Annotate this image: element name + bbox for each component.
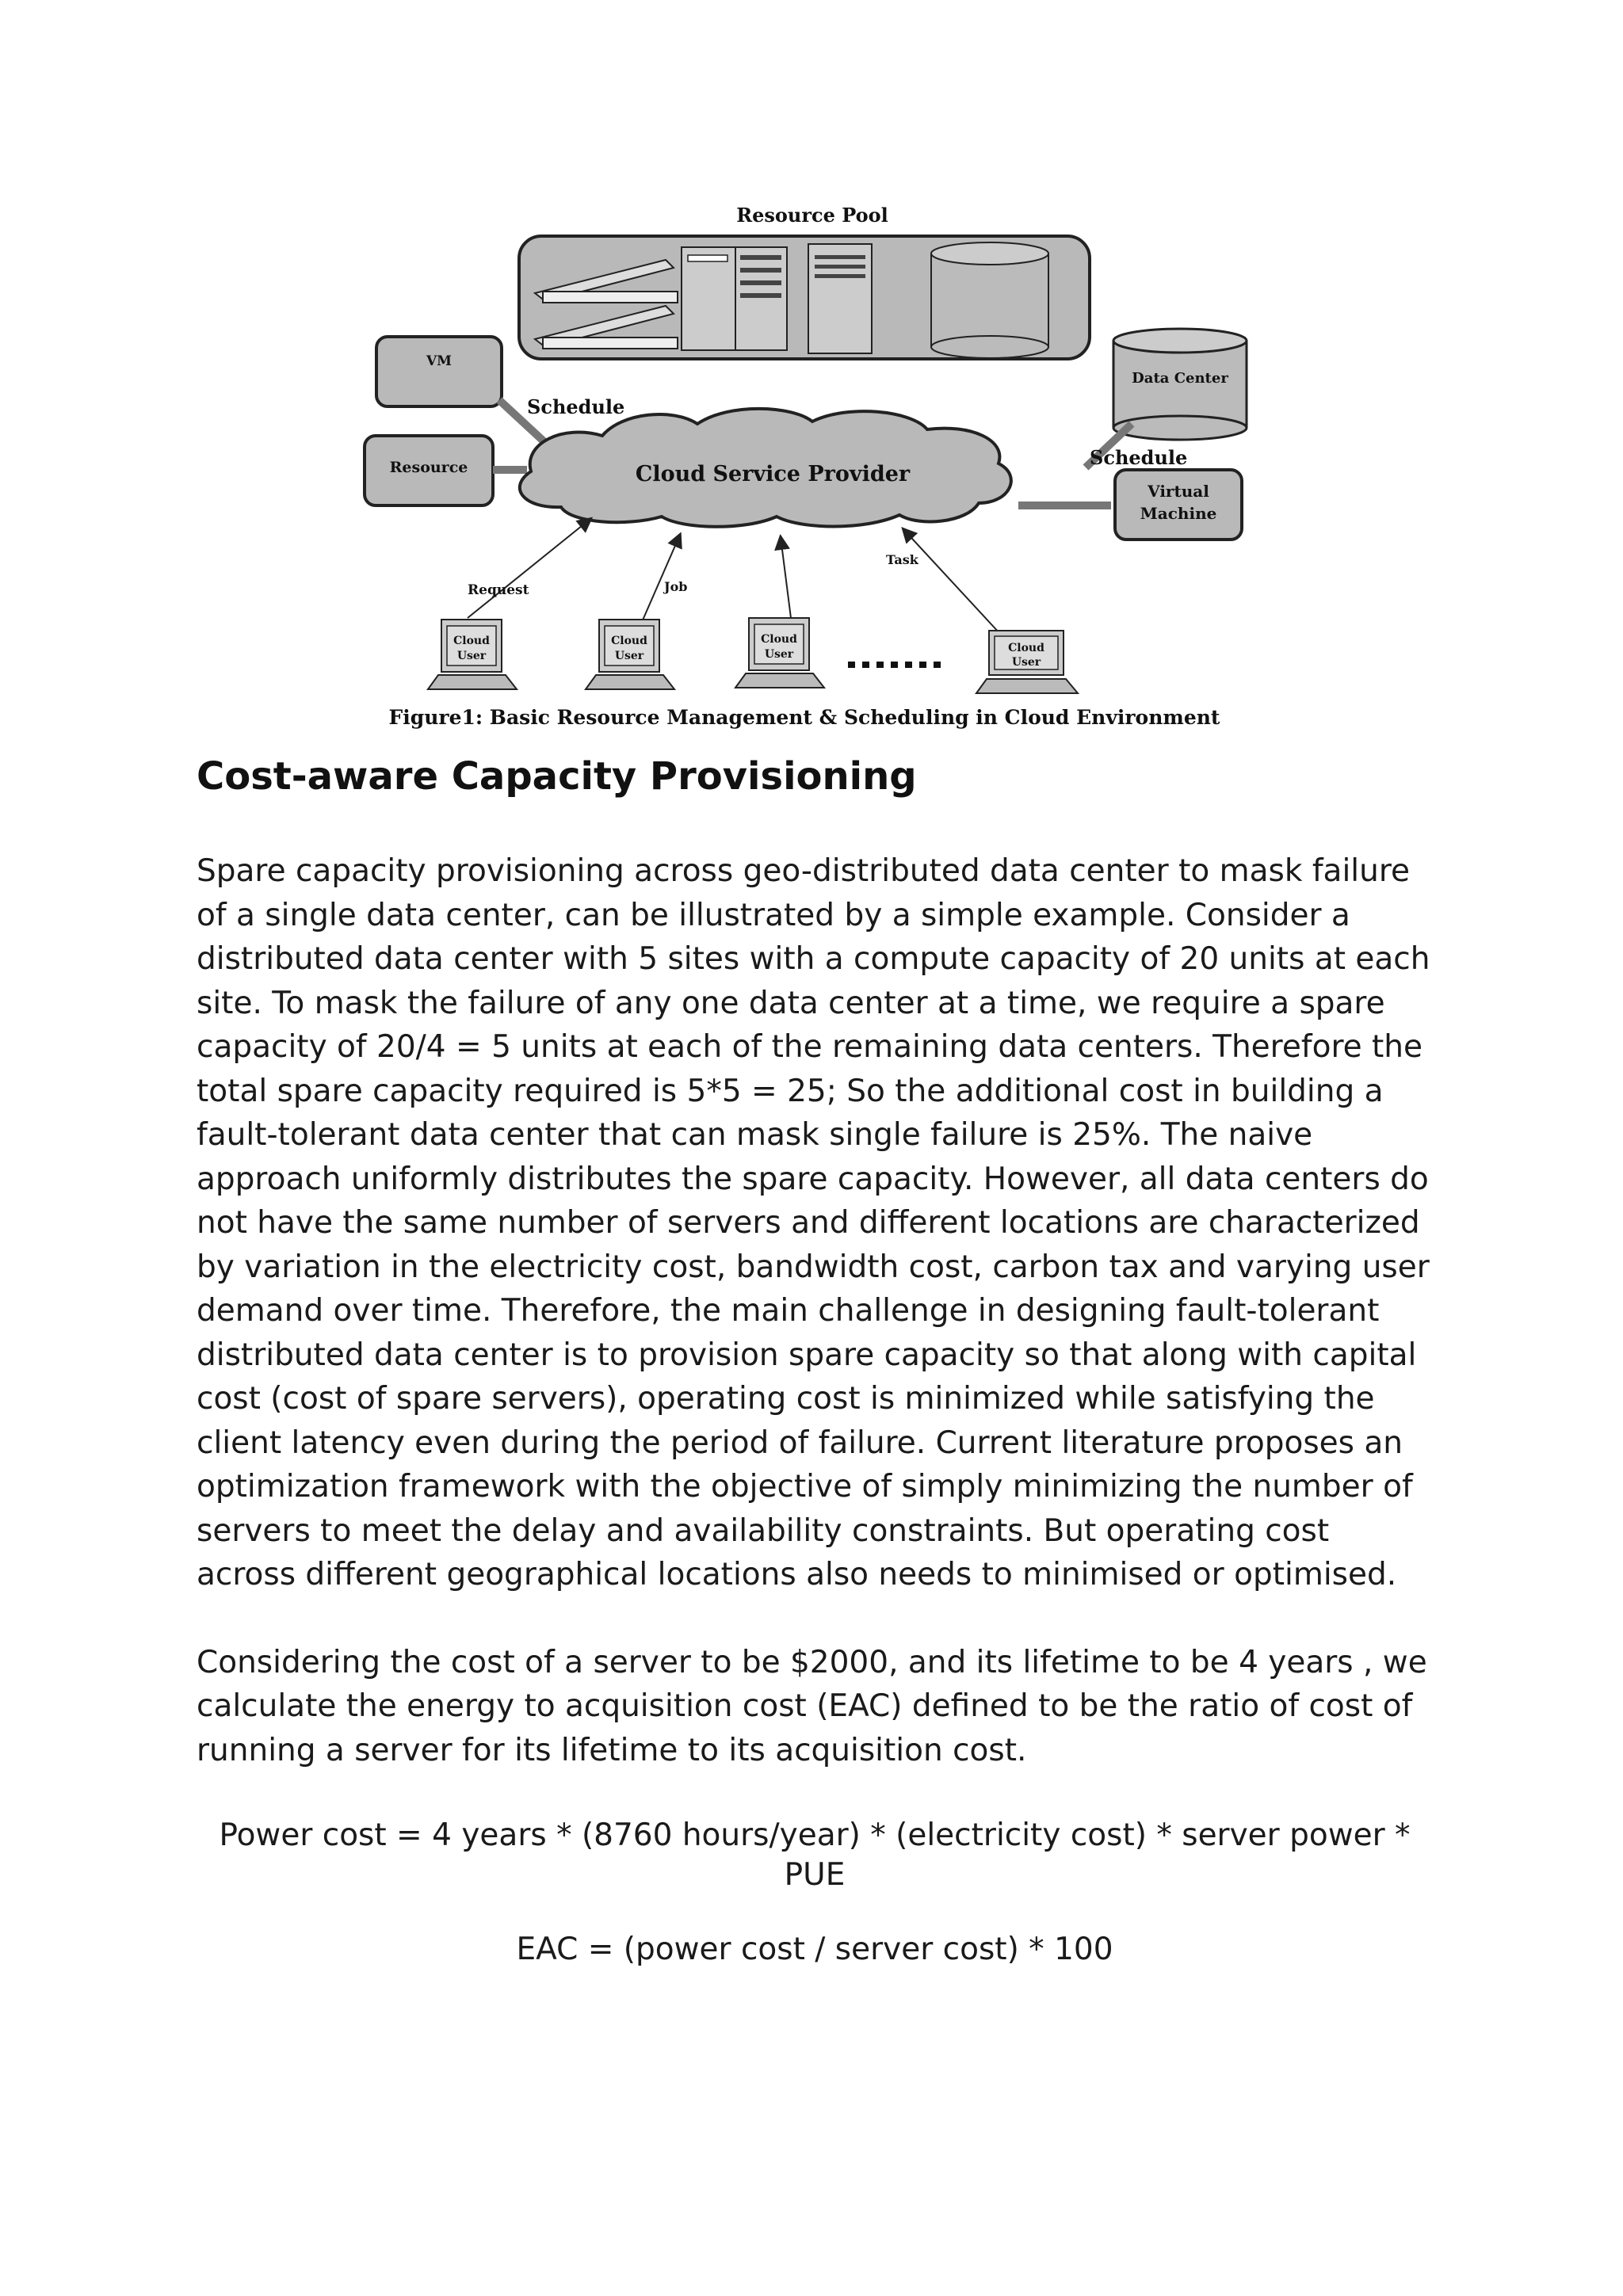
- job-label: Job: [664, 579, 688, 594]
- job-arrow: [642, 535, 680, 622]
- server-tower-icon: [808, 244, 872, 353]
- cloud-user-laptop-icon: [586, 620, 674, 689]
- svg-text:User: User: [1011, 656, 1041, 669]
- task-label: Task: [886, 552, 918, 567]
- svg-text:Cloud: Cloud: [761, 633, 797, 646]
- cloud-user-laptop-icon: [735, 618, 824, 688]
- resource-label: Resource: [389, 459, 468, 476]
- document-body: [197, 751, 1433, 1970]
- task-arrow: [903, 529, 1000, 634]
- schedule-left-label: Schedule: [527, 395, 625, 418]
- power-cost-formula: Power cost = 4 years * (8760 hours/year) * (electricity cost) * server power * PUE: [219, 1817, 1411, 1893]
- svg-text:Cloud: Cloud: [611, 635, 647, 647]
- figure-caption: Figure1: Basic Resource Management & Scheduling in Cloud Environment: [388, 706, 1220, 729]
- cloud-user-laptop-icon: [428, 620, 517, 689]
- schedule-right-label: Schedule: [1090, 446, 1188, 469]
- body-paragraph-1: Spare capacity provisioning across geo-distributed data center to mask failure of a single data center, can be illustrated by a simple example. Consider a distributed data center with 5 sites with a compute capacity of 20 units at each site. To mask the failure of any one data center at a time, we require a spare capacity of 20/4 = 5 units at each of the remaining data centers. Therefore the total spare capacity required is 5*5 = 25; So the additional cost in building a fault-tolerant data center that can mask single failure is 25%. The naive approach uniformly distributes the spare capacity. However, all data centers do not have the same number of servers and different locations are characterized by variation in the electricity cost, bandwidth cost, carbon tax and varying user demand over time. Therefore, the main challenge in designing fault-tolerant distributed data center is to provision spare capacity so that along with capital cost (cost of spare servers), operating cost is minimized while satisfying the client latency even during the period of failure. Current literature proposes an optimization framework with the objective of simply minimizing the number of servers to meet the delay and availability constraints. But operating cost across different geographical locations also needs to minimised or optimised.: [197, 853, 1430, 1592]
- ellipsis-dots: [848, 662, 941, 668]
- section-heading: Cost-aware Capacity Provisioning: [197, 754, 917, 799]
- machine-label: Machine: [1140, 504, 1217, 523]
- svg-text:Cloud: Cloud: [1008, 642, 1044, 654]
- virtual-label: Virtual: [1148, 482, 1209, 501]
- svg-text:User: User: [456, 650, 487, 662]
- eac-formula: EAC = (power cost / server cost) * 100: [516, 1932, 1113, 1967]
- vm-label: VM: [426, 353, 453, 369]
- resource-pool-label: Resource Pool: [736, 204, 888, 227]
- user-arrow: [781, 537, 791, 618]
- body-paragraph-2: Considering the cost of a server to be $2000, and its lifetime to be 4 years , we calculate the energy to acquisition cost (EAC) defined to be the ratio of cost of running a server for its lifetime to its acquisition cost.: [197, 1644, 1427, 1768]
- request-label: Request: [468, 582, 529, 598]
- storage-cylinder-icon: [931, 242, 1048, 358]
- resource-management-figure: [349, 198, 1260, 737]
- request-arrow: [468, 519, 590, 618]
- svg-text:Cloud: Cloud: [453, 635, 490, 647]
- server-rack-icon: [682, 247, 787, 350]
- vm-box: [376, 337, 502, 406]
- data-center-label: Data Center: [1132, 370, 1228, 387]
- cloud-user-laptop-icon: [976, 631, 1078, 693]
- cloud-service-provider-label: Cloud Service Provider: [635, 462, 911, 486]
- svg-text:User: User: [614, 650, 644, 662]
- svg-text:User: User: [764, 648, 794, 661]
